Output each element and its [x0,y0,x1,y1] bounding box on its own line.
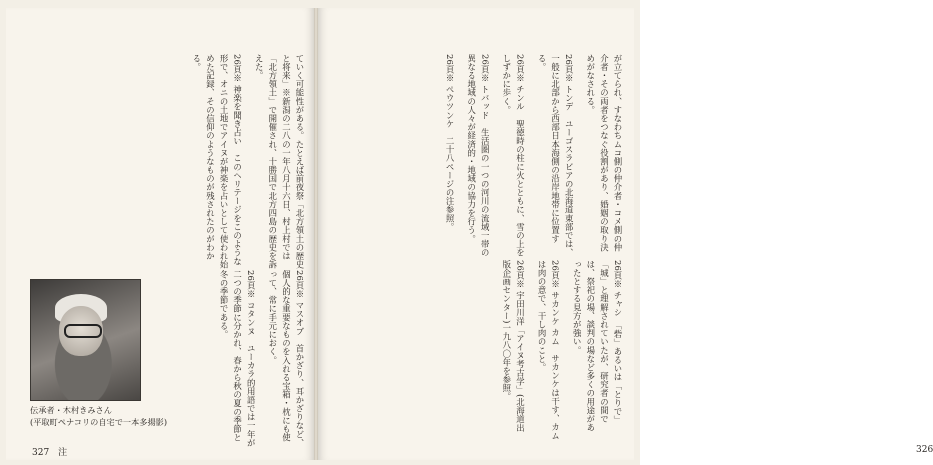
photo-caption [30,404,180,428]
left-entry-1: ていく可能性がある。たとえば前夜祭「北方領土の歴史と将来」※新潟の二八の一年八月十六日、村上村では「北方領土」で開催され、十勝国で北方四島の歴史を訴えた。 [254,54,305,269]
elder-portrait-photo [30,279,141,401]
glasses-shape [64,324,102,338]
right-page [318,8,933,460]
right-entry-3: 26頁※ チンル 聖徳時の柱に火とともに、雪の上をしずかに歩く。 [501,54,526,257]
left-page-number: 327 注 [32,448,68,458]
left-entry-2: 26頁※ 神楽を聞き占い このヘリテージをこのような形で、オニの土地でアイヌが神楽を占いとして使われ始めた記録、その信仰のようなものが残されたのがわかる。 [191,54,243,269]
right-entry-2: 26頁※ トンデ ユーゴスラビアの北海道東部では、一般に北部から西部日本海側の沿岸地帯に位置する。 [537,54,575,257]
right-entry-6: 26頁※ チャシ 「砦」あるいは「とりで」「城」と理解されていたが、研究者の間では、祭祀の場、談判の場など多くの用途があったとする見方が強い。 [572,260,623,432]
left-entry-3: 26頁※ マスオブ 首かざり、耳かざりなど、個人的な重要なものを入れる宝箱・枕にも使って、常に手元におく。 [267,270,305,448]
right-top-text [338,54,624,259]
right-bottom-text [338,260,624,440]
right-page-number: 326 [916,445,933,455]
left-top-text [156,54,306,274]
caption-line-1: 伝承者・木村きみさん [30,405,112,415]
caption-line-2: (平取町ペナコリの自宅で一本多揚影) [30,417,168,427]
right-entry-7: 26頁※ サカンケ カム サカンケは干す、カムは肉の意で、干し肉のこと。 [537,260,561,440]
right-entry-5: 26頁※ ペウツンケ 二十八ページの注参照。 [445,54,456,232]
left-entry-4: 26頁※ コタンヌ ユーカラ的用語では一年が二つの季節に分かれ、春から秋の夏の季節と冬の季節である。 [219,270,257,448]
right-entry-1: が立てられ、すなわちムコ側の仲介者・コメ側の仲介者・その両者をつなぐ役割があり、婚姻の取り決めがなされる。 [585,54,623,252]
left-page [6,8,314,460]
right-entry-4: 26頁※ トバッド 生活圏の一つの河川の流域一帯の異なる地域の人々が経済的・地域の協力を行う。 [466,54,491,257]
right-entry-8: 26頁※ 宇田川洋「アイヌ考古学」(北海道出版企画センター)一九八〇年を参照。 [501,260,526,433]
